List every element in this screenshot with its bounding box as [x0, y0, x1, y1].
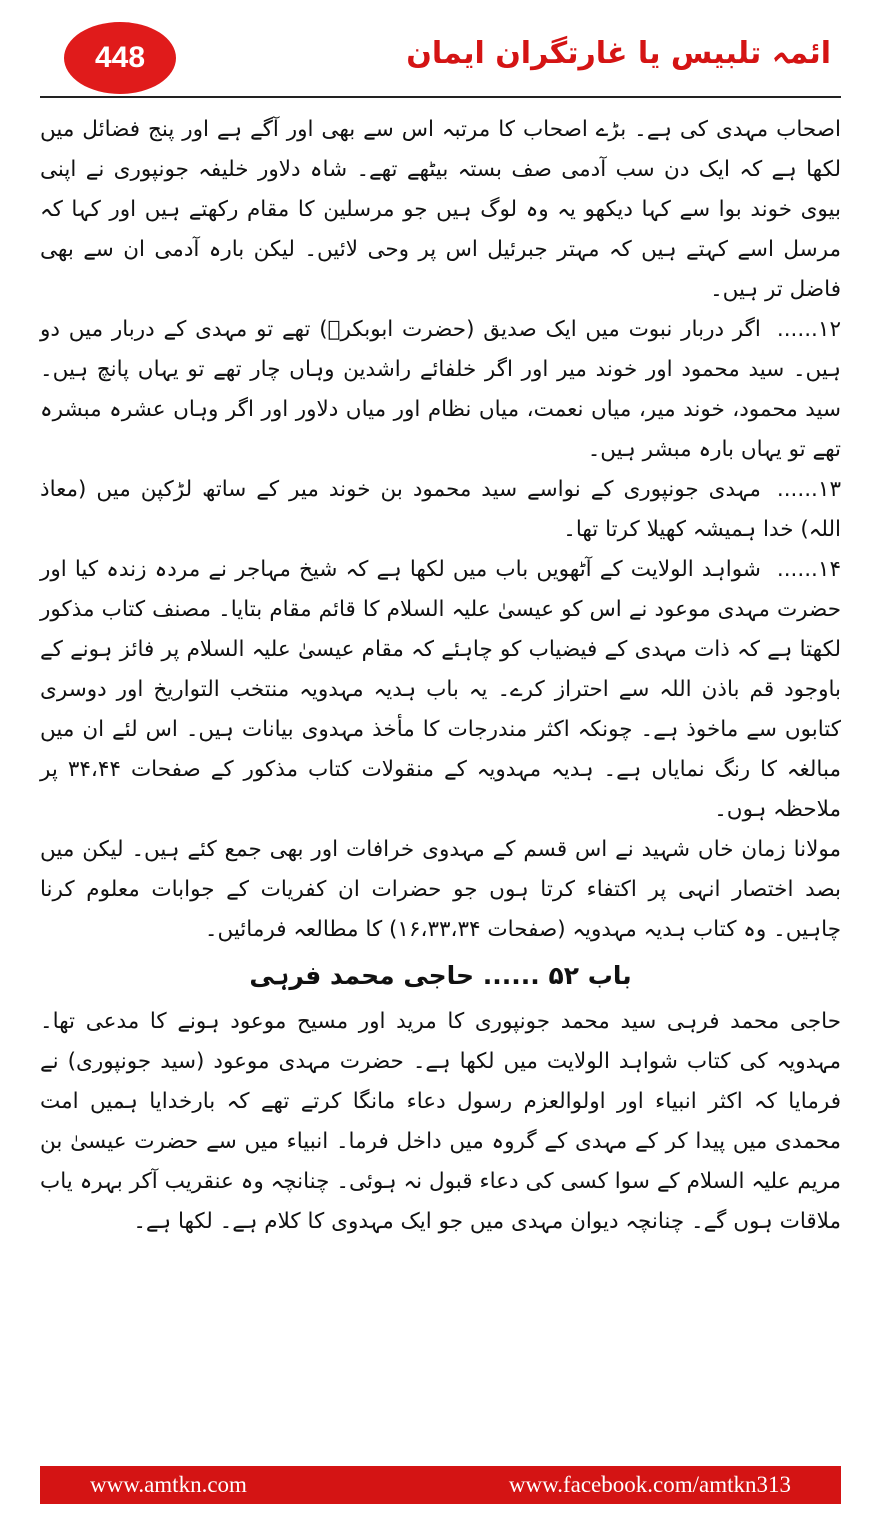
chapter-heading: باب ۵۲ ...... حاجی محمد فرہی [249, 961, 632, 990]
item-number: ۱۴...... [776, 557, 841, 582]
page-number-badge: 448 [64, 22, 176, 94]
item-text: مہدی جونپوری کے نواسے سید محمود بن خوند میر کے ساتھ لڑکپن میں (معاذ اللہ) خدا ہمیشہ کھیلا کرتا تھا۔ [40, 477, 841, 542]
footer-bar [40, 1466, 841, 1504]
website-link[interactable]: www.amtkn.com [90, 1472, 247, 1497]
list-item-13 [40, 470, 841, 550]
book-title: ائمہ تلبیس یا غارتگران ایمان [406, 36, 831, 71]
item-text: اگر دربار نبوت میں ایک صدیق (حضرت ابوبکرؓ) تھے تو مہدی کے دربار میں دو ہیں۔ سید محمود اور خوند میر اور اگر خلفائے راشدین وہاں چار تھے تو یہاں پانچ ہیں۔ سید محمود، خوند میر، میاں نعمت، میاں نظام اور میاں دلاور اور اگر وہاں عشرہ مبشرہ تھے تو یہاں بارہ مبشر ہیں۔ [40, 317, 841, 462]
page-header [40, 14, 841, 98]
item-number: ۱۲...... [776, 317, 841, 342]
facebook-link[interactable]: www.facebook.com/amtkn313 [508, 1472, 791, 1497]
list-item-12 [40, 310, 841, 470]
list-item-14 [40, 550, 841, 830]
chapter-paragraph: حاجی محمد فرہی سید محمد جونپوری کا مرید اور مسیح موعود ہونے کا مدعی تھا۔ مہدویہ کی کتاب شواہد الولایت میں لکھا ہے۔ حضرت مہدی موعود (سید جونپوری) نے فرمایا کہ اکثر انبیاء اور اولوالعزم رسول دعاء مانگا کرتے تھے کہ بارخدایا ہمیں امت محمدی میں پیدا کر کے مہدی کے گروہ میں داخل فرما۔ انبیاء میں سے حضرت عیسیٰ بن مریم علیہ السلام کے سوا کسی کی دعاء قبول نہ ہوئی۔ چنانچہ وہ عنقریب آکر بہرہ یاب ملاقات ہوں گے۔ چنانچہ دیوان مہدی میں جو ایک مہدوی کا کلام ہے۔ لکھا ہے۔ [40, 1009, 841, 1234]
item-number: ۱۳...... [776, 477, 841, 502]
item-text: شواہد الولایت کے آٹھویں باب میں لکھا ہے کہ شیخ مہاجر نے مردہ زندہ کیا اور حضرت مہدی موعود نے اس کو عیسیٰ علیہ السلام کا قائم مقام بتایا۔ مصنف کتاب مذکور لکھتا ہے کہ ذات مہدی کے فیضیاب کو چاہئے کہ مقام عیسیٰ علیہ السلام پر فائز ہونے کے باوجود قم باذن اللہ سے احتراز کرے۔ یہ باب ہدیہ مہدویہ منتخب التواریخ اور دوسری کتابوں سے ماخوذ ہے۔ چونکہ اکثر مندرجات کا مأخذ مہدوی بیانات ہیں۔ اس لئے ان میں مبالغہ کا رنگ نمایاں ہے۔ ہدیہ مہدویہ کے منقولات کتاب مذکور کے صفحات ۳۴،۴۴ پر ملاحظہ ہوں۔ [40, 557, 841, 822]
closing-paragraph: مولانا زمان خاں شہید نے اس قسم کے مہدوی خرافات اور بھی جمع کئے ہیں۔ لیکن میں بصد اختصار انہی پر اکتفاء کرتا ہوں جو حضرات ان کفریات کے جوابات معلوم کرنا چاہیں۔ وہ کتاب ہدیہ مہدویہ (صفحات ۱۶،۳۳،۳۴) کا مطالعہ فرمائیں۔ [40, 837, 841, 942]
intro-paragraph: اصحاب مہدی کی ہے۔ بڑے اصحاب کا مرتبہ اس سے بھی اور آگے ہے اور پنج فضائل میں لکھا ہے کہ ایک دن سب آدمی صف بستہ بیٹھے تھے۔ شاہ دلاور خلیفہ جونپوری نے اپنی بیوی خوند بوا سے کہا دیکھو یہ وہ لوگ ہیں جو مرسلین کا مقام رکھتے ہیں اور کہا کہ مرسل اسے کہتے ہیں کہ مہتر جبرئیل اس پر وحی لائیں۔ لیکن بارہ آدمی ان سے بھی فاضل تر ہیں۔ [40, 117, 841, 302]
page-content [40, 110, 841, 1450]
